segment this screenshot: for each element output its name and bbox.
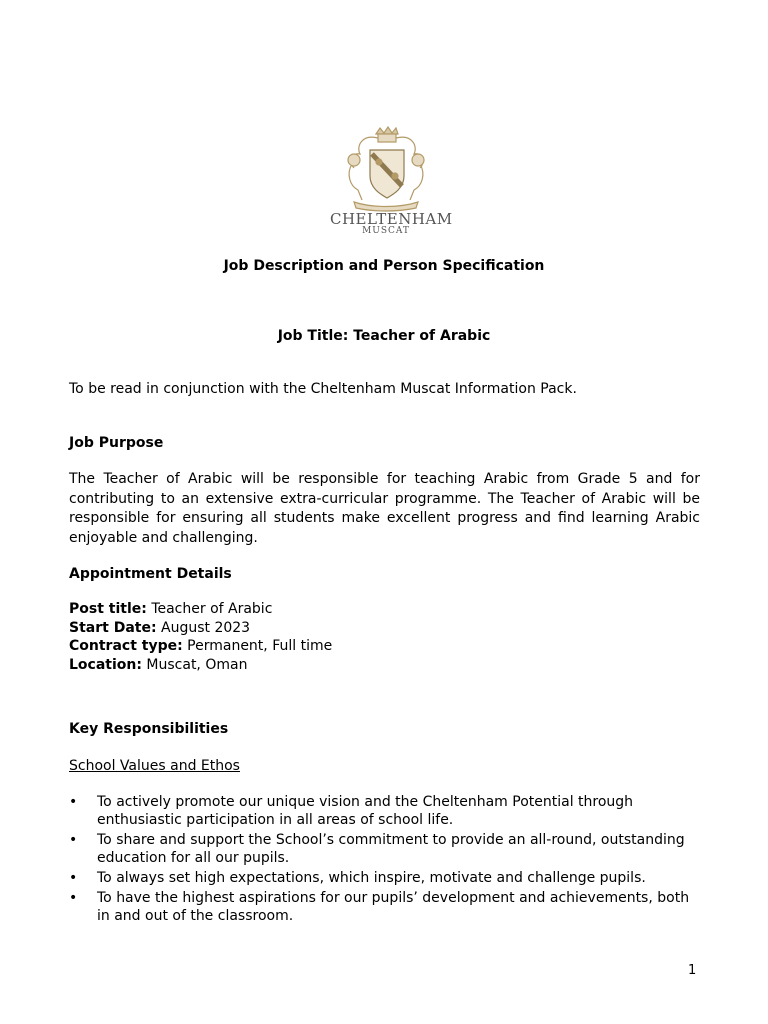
detail-value: August 2023 xyxy=(161,619,251,636)
logo-subtitle: MUSCAT xyxy=(362,226,410,236)
detail-label: Contract type: xyxy=(69,638,183,654)
intro-text: To be read in conjunction with the Cheltenham Muscat Information Pack. xyxy=(69,381,577,397)
detail-label: Start Date: xyxy=(69,619,157,636)
list-item-text: To share and support the School’s commitment to provide an all-round, outstanding education for all our pupils. xyxy=(97,832,685,866)
job-purpose-text: The Teacher of Arabic will be responsible for teaching Arabic from Grade 5 and for contributing to an extensive extra-curricular programme. The Teacher of Arabic will be responsible for ensuring all students make excellent progress and find learning Arabic enjoyable and challenging. xyxy=(69,471,700,546)
job-title: Job Title: Teacher of Arabic xyxy=(277,328,491,344)
school-values-subheading: School Values and Ethos xyxy=(69,758,240,774)
appointment-details xyxy=(69,600,700,674)
detail-label: Location: xyxy=(69,656,142,673)
detail-value: Teacher of Arabic xyxy=(151,601,273,617)
detail-label: Post title: xyxy=(69,601,147,617)
list-item xyxy=(69,831,700,867)
detail-start-date xyxy=(69,619,700,638)
responsibilities-list xyxy=(69,793,700,927)
list-item-text: To always set high expectations, which inspire, motivate and challenge pupils. xyxy=(97,870,646,886)
list-item-text: To actively promote our unique vision and the Cheltenham Potential through enthusiastic participation in all areas of school life. xyxy=(97,794,634,828)
detail-post-title xyxy=(69,600,700,619)
logo-name: CHELTENHAM xyxy=(330,210,453,228)
crest-icon xyxy=(332,124,440,212)
bullet-icon: • xyxy=(69,870,78,886)
bullet-icon: • xyxy=(69,794,78,810)
job-purpose-heading: Job Purpose xyxy=(69,435,164,451)
list-item xyxy=(69,869,700,887)
document-heading: Job Description and Person Specification xyxy=(223,258,545,274)
detail-location xyxy=(69,656,700,675)
list-item xyxy=(69,889,700,925)
bullet-icon: • xyxy=(69,832,78,848)
detail-value: Permanent, Full time xyxy=(187,638,333,654)
bullet-icon: • xyxy=(69,890,78,906)
list-item xyxy=(69,793,700,829)
detail-value: Muscat, Oman xyxy=(146,656,248,673)
page-number: 1 xyxy=(688,963,697,978)
key-responsibilities-heading: Key Responsibilities xyxy=(69,721,229,737)
detail-contract-type xyxy=(69,637,700,656)
appointment-heading: Appointment Details xyxy=(69,566,232,582)
list-item-text: To have the highest aspirations for our pupils’ development and achievements, both in and out of the classroom. xyxy=(97,890,690,924)
